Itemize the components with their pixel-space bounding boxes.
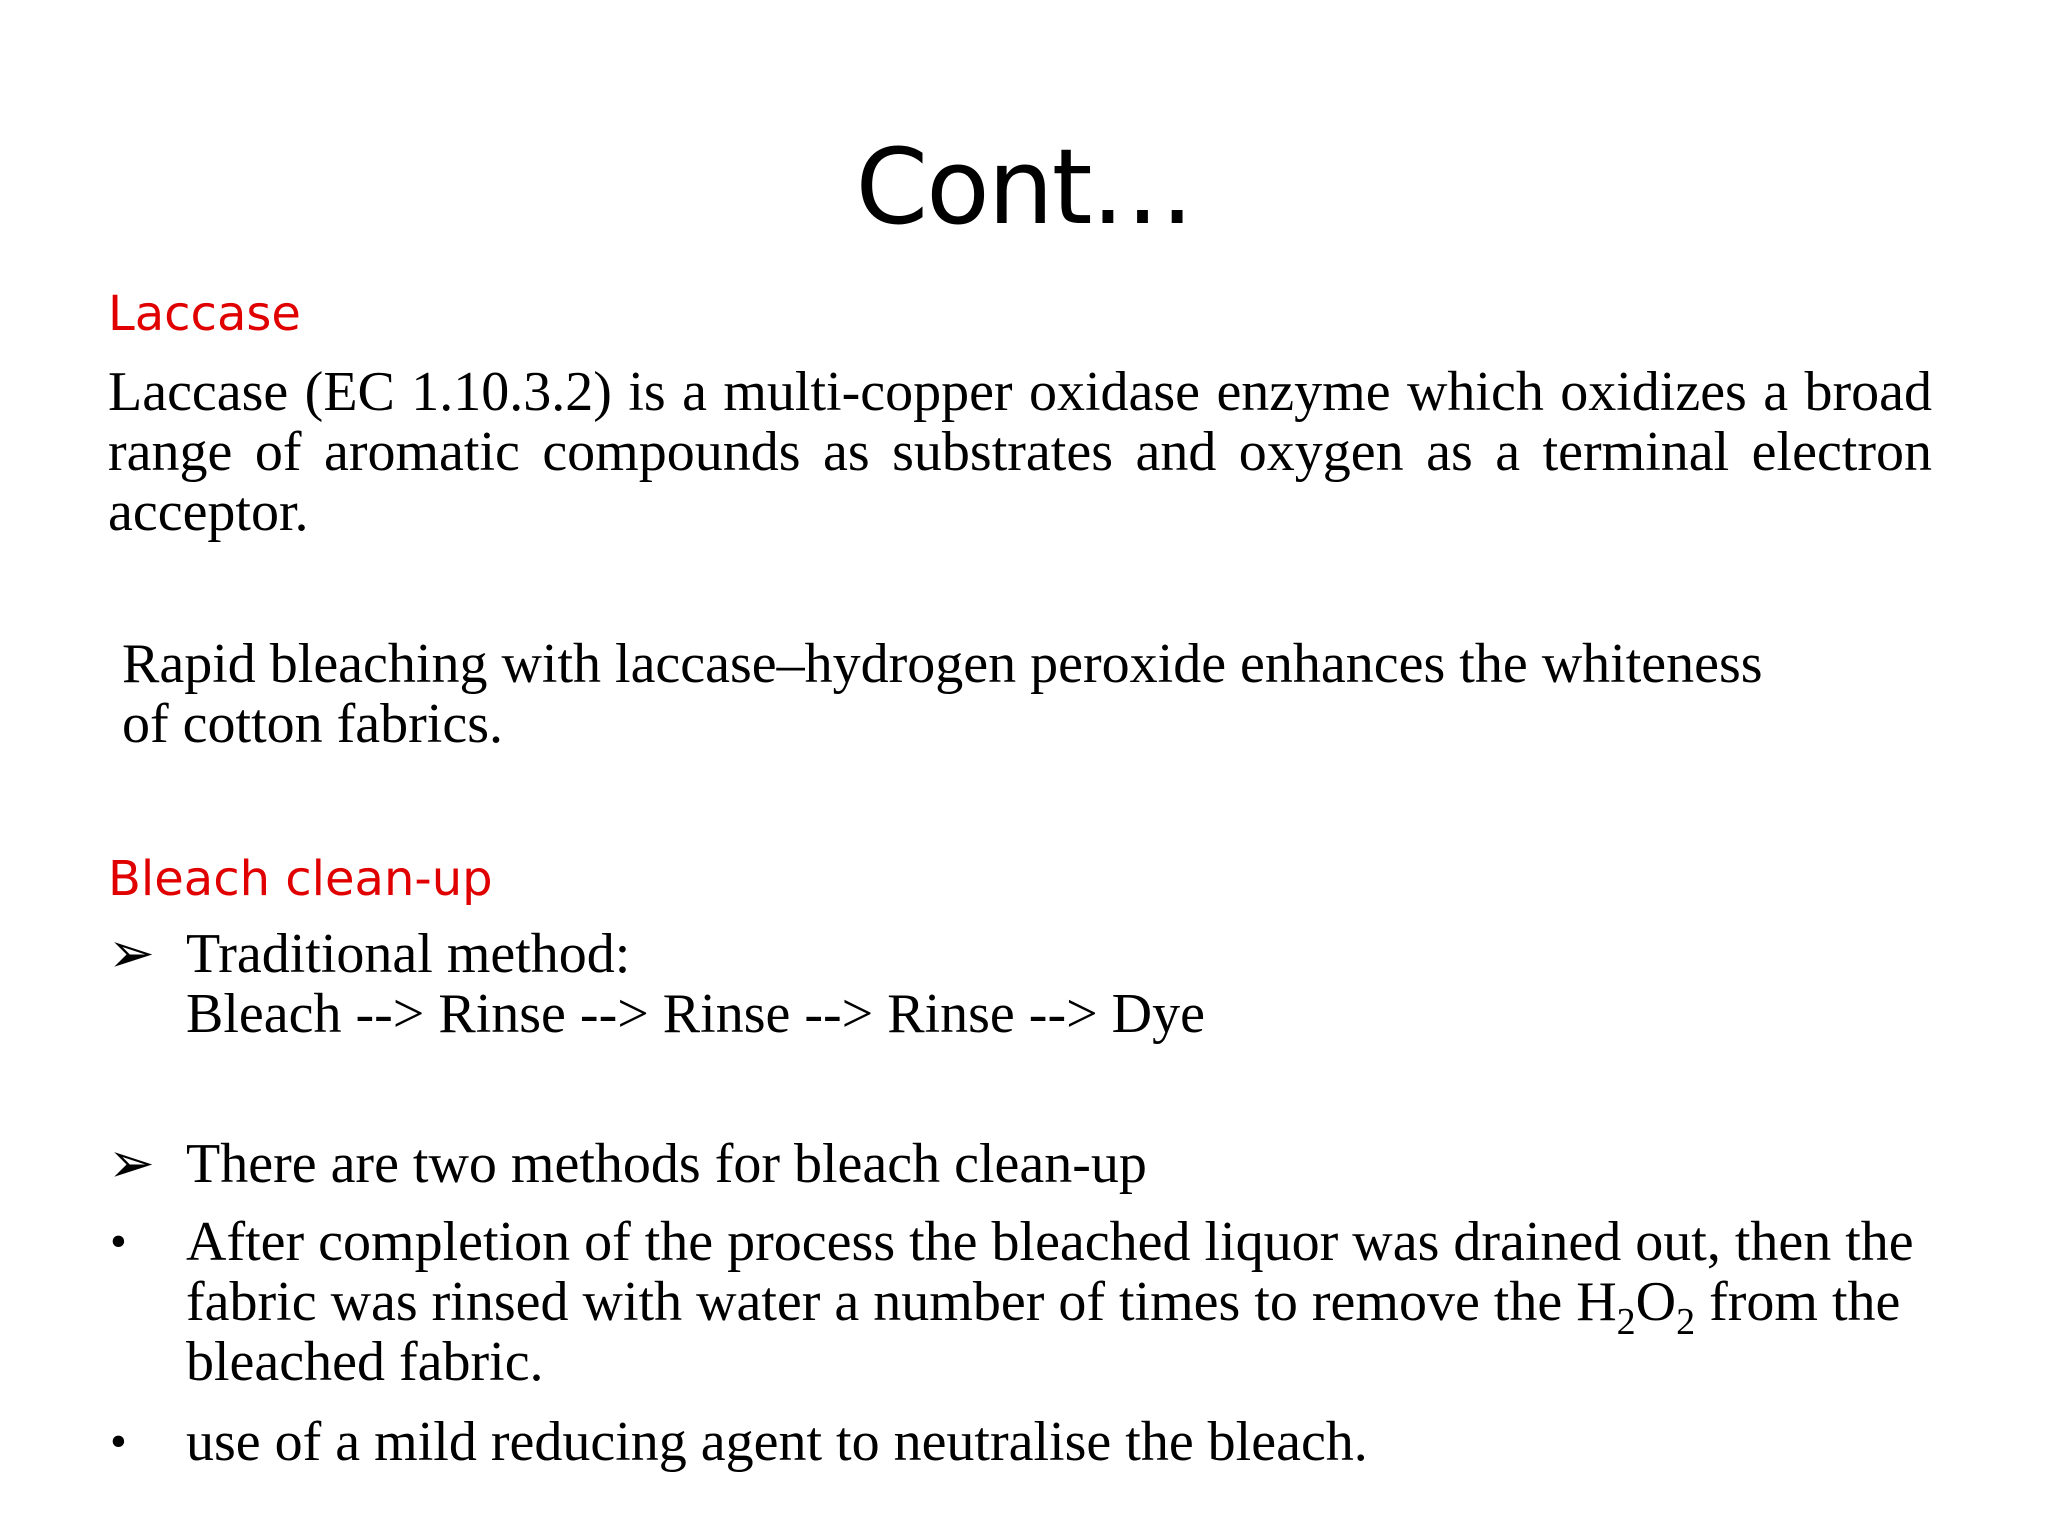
bleach-heading: Bleach clean-up <box>108 851 493 907</box>
dot-bullet-icon: • <box>110 1415 127 1468</box>
traditional-method-sequence: Bleach --> Rinse --> Rinse --> Rinse --> Dye <box>186 983 1205 1045</box>
traditional-method-label: Traditional method: <box>186 923 631 985</box>
laccase-heading: Laccase <box>108 286 301 342</box>
subscript-2: 2 <box>1616 1301 1636 1343</box>
rinse-method-text <box>186 1212 2006 1392</box>
arrow-bullet-icon: ➢ <box>108 923 155 985</box>
dot-bullet-icon: • <box>110 1215 127 1268</box>
two-methods-text: There are two methods for bleach clean-up <box>186 1133 1147 1195</box>
oxygen-symbol: O <box>1635 1271 1677 1333</box>
arrow-bullet-icon: ➢ <box>108 1133 155 1195</box>
rinse-method-text-end: from the bleached fabric. <box>186 1271 1901 1393</box>
slide-title: Cont… <box>855 126 1193 248</box>
laccase-paragraph: Laccase (EC 1.10.3.2) is a multi-copper oxidase enzyme which oxidizes a broad range of aromatic compounds as substrates and oxygen as a terminal electron acceptor. <box>108 361 1932 543</box>
rinse-method-text-main: After completion of the process the bleached liquor was drained out, then the fabric was rinsed with water a number of times to remove the H <box>186 1211 1914 1333</box>
laccase-bleaching-paragraph: Rapid bleaching with laccase–hydrogen peroxide enhances the whiteness of cotton fabrics. <box>122 633 1763 755</box>
traditional-method-text <box>186 924 2006 1044</box>
subscript-2: 2 <box>1676 1301 1696 1343</box>
reducing-agent-text: use of a mild reducing agent to neutralise the bleach. <box>186 1411 1368 1473</box>
